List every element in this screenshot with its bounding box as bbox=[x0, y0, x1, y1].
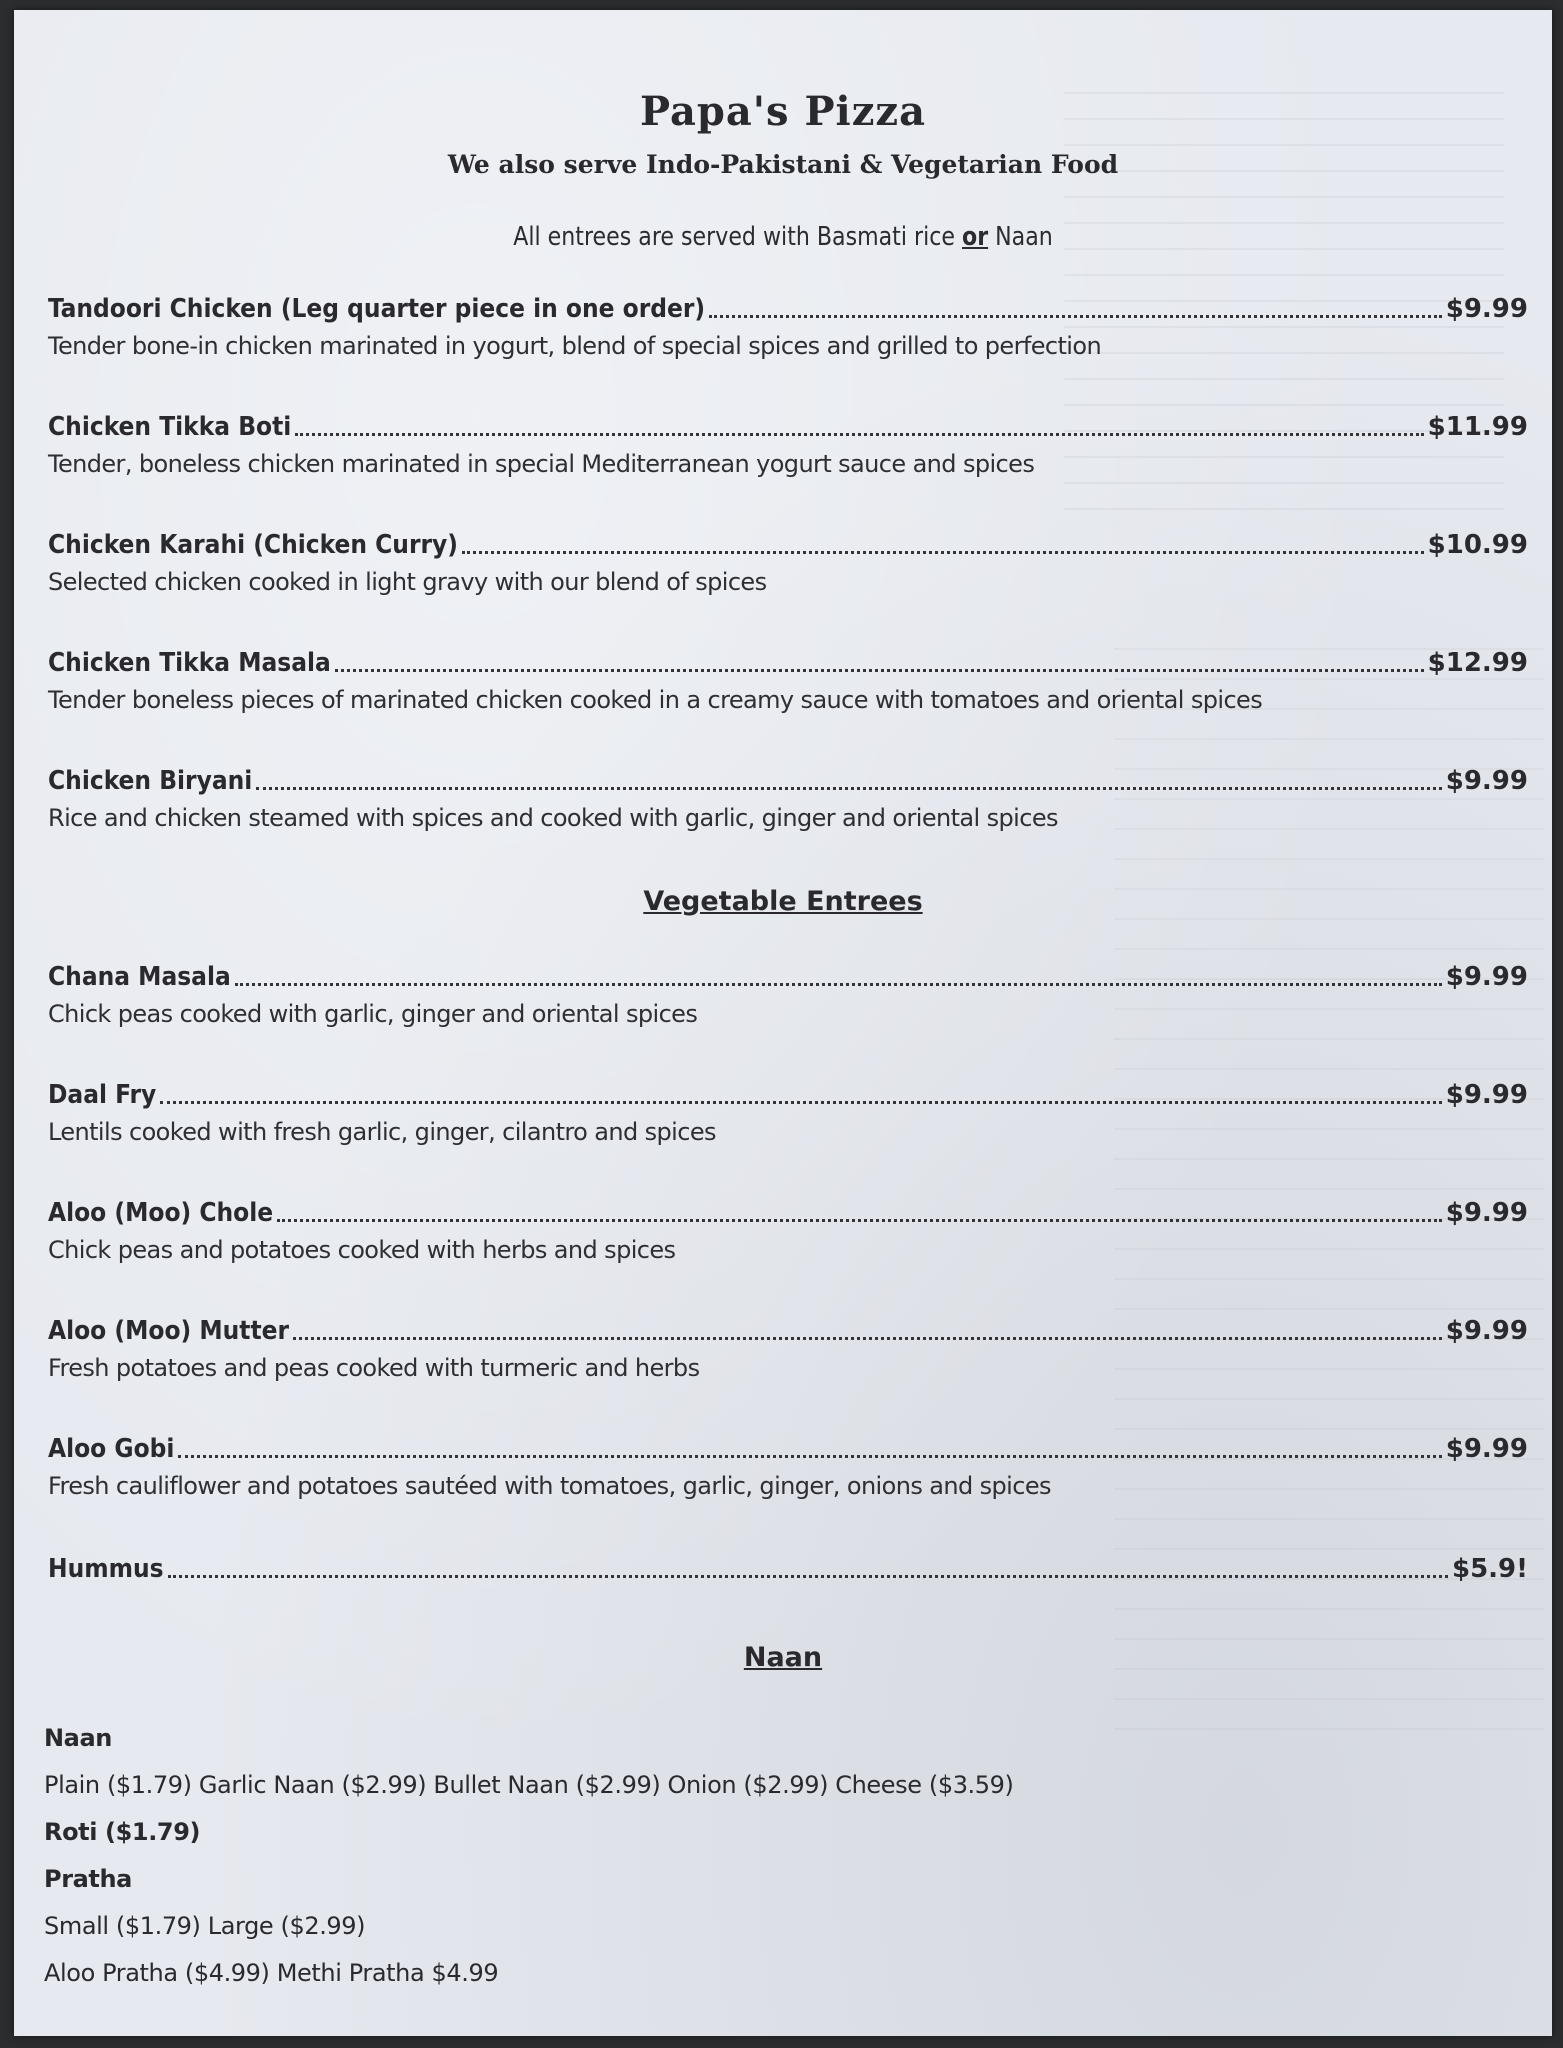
item-name: Chicken Biryani bbox=[48, 766, 253, 796]
item-price: $9.99 bbox=[1445, 1198, 1528, 1228]
item-price: $9.99 bbox=[1445, 1434, 1528, 1464]
menu-item bbox=[48, 956, 1528, 1028]
item-name: Chicken Karahi (Chicken Curry) bbox=[48, 530, 458, 560]
menu-item bbox=[48, 1192, 1528, 1264]
item-name: Tandoori Chicken (Leg quarter piece in one order) bbox=[48, 294, 706, 324]
naan-line: Naan bbox=[44, 1724, 112, 1752]
item-price: $11.99 bbox=[1427, 412, 1528, 442]
menu-item bbox=[48, 406, 1528, 478]
naan-line: Pratha bbox=[44, 1865, 132, 1893]
served-or: or bbox=[962, 222, 989, 252]
item-name: Chicken Tikka Boti bbox=[48, 412, 292, 442]
naan-line: Aloo Pratha ($4.99) Methi Pratha $4.99 bbox=[44, 1959, 499, 1987]
restaurant-title: Papa's Pizza bbox=[639, 88, 927, 135]
dotted-leader bbox=[178, 1455, 1441, 1458]
restaurant-subtitle: We also serve Indo-Pakistani & Vegetarian Food bbox=[447, 150, 1119, 179]
menu-item bbox=[48, 760, 1528, 832]
item-price: $10.99 bbox=[1427, 530, 1528, 560]
item-description: Fresh cauliflower and potatoes sautéed with tomatoes, garlic, ginger, onions and spices bbox=[48, 1472, 1051, 1500]
item-name: Chana Masala bbox=[48, 962, 231, 992]
item-description: Rice and chicken steamed with spices and cooked with garlic, ginger and oriental spices bbox=[48, 804, 1058, 832]
menu-item bbox=[48, 288, 1528, 360]
served-prefix: All entrees are served with Basmati rice bbox=[513, 222, 963, 252]
dotted-leader bbox=[168, 1575, 1448, 1578]
menu-item bbox=[48, 1310, 1528, 1382]
item-description: Chick peas cooked with garlic, ginger and oriental spices bbox=[48, 1000, 698, 1028]
dotted-leader bbox=[256, 787, 1441, 790]
item-description: Selected chicken cooked in light gravy with our blend of spices bbox=[48, 568, 767, 596]
naan-line: Plain ($1.79) Garlic Naan ($2.99) Bullet Naan ($2.99) Onion ($2.99) Cheese ($3.59) bbox=[44, 1771, 1014, 1799]
item-name: Aloo (Moo) Mutter bbox=[48, 1316, 290, 1346]
item-name: Chicken Tikka Masala bbox=[48, 648, 331, 678]
item-name: Aloo Gobi bbox=[48, 1434, 175, 1464]
dotted-leader bbox=[462, 551, 1424, 554]
item-description: Tender boneless pieces of marinated chicken cooked in a creamy sauce with tomatoes and oriental spices bbox=[48, 686, 1263, 714]
dotted-leader bbox=[709, 315, 1442, 318]
item-name: Hummus bbox=[48, 1554, 164, 1584]
dotted-leader bbox=[335, 669, 1424, 672]
item-description: Tender bone-in chicken marinated in yogurt, blend of special spices and grilled to perfection bbox=[48, 332, 1102, 360]
menu-page bbox=[14, 10, 1552, 2036]
item-description: Fresh potatoes and peas cooked with turmeric and herbs bbox=[48, 1354, 700, 1382]
dotted-leader bbox=[160, 1101, 1442, 1104]
vegetable-section-heading: Vegetable Entrees bbox=[643, 886, 923, 917]
naan-list bbox=[44, 1715, 1014, 1997]
item-description: Lentils cooked with fresh garlic, ginger, cilantro and spices bbox=[48, 1118, 716, 1146]
item-price: $9.99 bbox=[1445, 1080, 1528, 1110]
item-description: Chick peas and potatoes cooked with herbs and spices bbox=[48, 1236, 676, 1264]
item-price: $9.99 bbox=[1445, 294, 1528, 324]
naan-line: Roti ($1.79) bbox=[44, 1818, 201, 1846]
menu-item bbox=[48, 1074, 1528, 1146]
item-name: Daal Fry bbox=[48, 1080, 157, 1110]
served-suffix: Naan bbox=[988, 222, 1053, 252]
item-price: $5.9! bbox=[1451, 1554, 1528, 1584]
naan-line: Small ($1.79) Large ($2.99) bbox=[44, 1912, 366, 1940]
dotted-leader bbox=[235, 983, 1442, 986]
dotted-leader bbox=[295, 433, 1423, 436]
item-name: Aloo (Moo) Chole bbox=[48, 1198, 274, 1228]
menu-item bbox=[48, 642, 1528, 714]
entrees-served-note bbox=[129, 222, 1436, 252]
menu-item bbox=[48, 1428, 1528, 1500]
item-description: Tender, boneless chicken marinated in special Mediterranean yogurt sauce and spices bbox=[48, 450, 1035, 478]
naan-section-heading: Naan bbox=[743, 1642, 823, 1673]
item-price: $9.99 bbox=[1445, 962, 1528, 992]
dotted-leader bbox=[293, 1337, 1442, 1340]
item-price: $12.99 bbox=[1427, 648, 1528, 678]
item-price: $9.99 bbox=[1445, 766, 1528, 796]
menu-item bbox=[48, 1548, 1528, 1584]
dotted-leader bbox=[277, 1219, 1442, 1222]
menu-item bbox=[48, 524, 1528, 596]
item-price: $9.99 bbox=[1445, 1316, 1528, 1346]
